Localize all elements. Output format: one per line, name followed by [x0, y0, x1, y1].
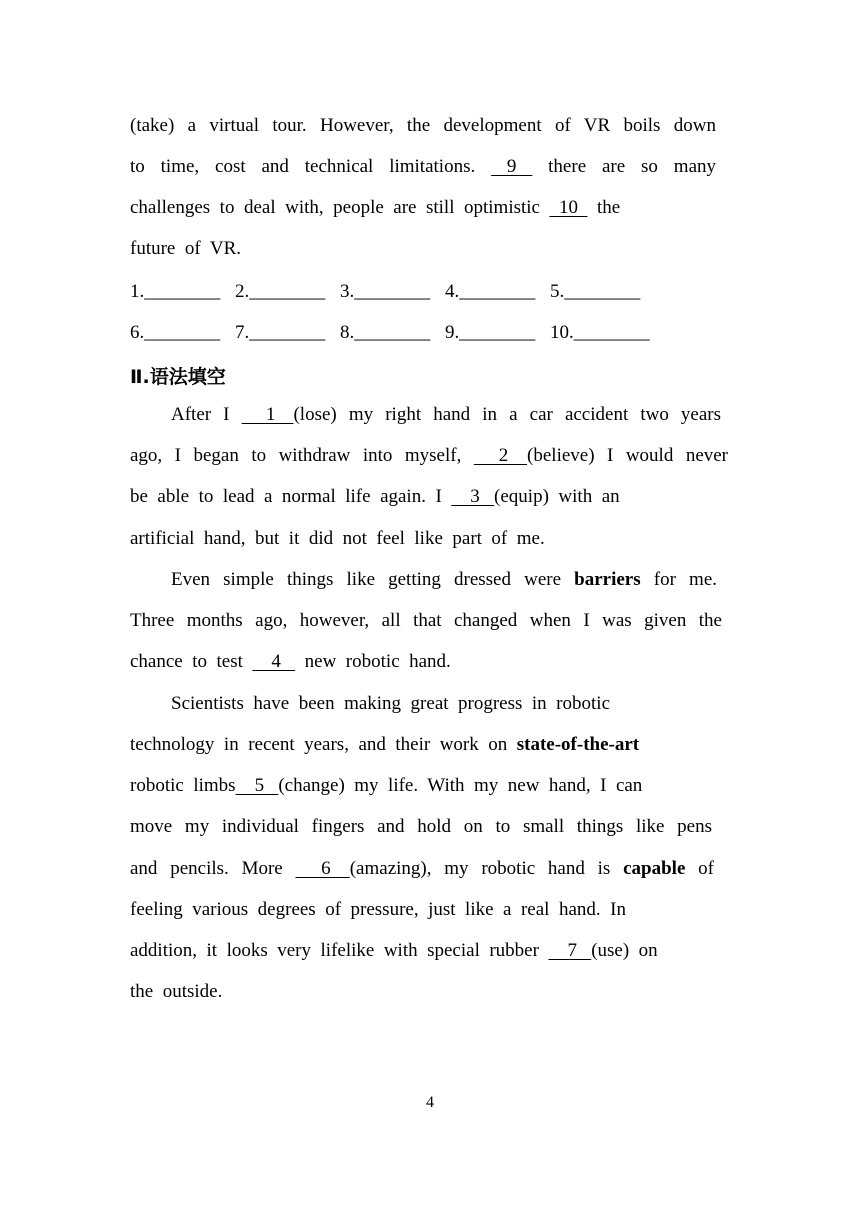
- text-line: be able to lead a normal life again. I 3 (equip) with an: [130, 486, 620, 507]
- text-line: artificial hand, but it did not feel like part of me.: [130, 528, 545, 549]
- text-line: Even simple things like getting dressed were barriers for me.: [171, 569, 717, 590]
- answer-blank[interactable]: 2.________: [235, 281, 326, 302]
- text-line: Scientists have been making great progress in robotic: [171, 693, 611, 714]
- text-line: challenges to deal with, people are still optimistic 10 the: [130, 197, 621, 218]
- text-line: to time, cost and technical limitations. 9 there are so many: [130, 156, 716, 177]
- answer-blank[interactable]: 9.________: [445, 322, 536, 343]
- text-line: future of VR.: [130, 238, 241, 259]
- blank-6: 6: [295, 858, 350, 879]
- blank-1: 1: [241, 404, 294, 425]
- text-line: and pencils. More 6 (amazing), my robotic hand is capable of: [130, 858, 714, 879]
- text-line: feeling various degrees of pressure, just like a real hand. In: [130, 899, 626, 920]
- answer-blank[interactable]: 6.________: [130, 322, 221, 343]
- answer-row-1: [130, 280, 650, 304]
- text-line: addition, it looks very lifelike with special rubber 7 (use) on: [130, 940, 658, 961]
- answer-blank[interactable]: 10.________: [550, 322, 650, 343]
- answer-blank[interactable]: 1.________: [130, 281, 221, 302]
- section-heading: Ⅱ.语法填空: [130, 366, 226, 388]
- blank-3: 3: [451, 486, 495, 507]
- answer-blank[interactable]: 3.________: [340, 281, 431, 302]
- text-line: robotic limbs 5 (change) my life. With my new hand, I can: [130, 775, 643, 796]
- answer-blank[interactable]: 8.________: [340, 322, 431, 343]
- blank-7: 7: [548, 940, 592, 961]
- text-line: the outside.: [130, 981, 223, 1002]
- answer-blank[interactable]: 5.________: [550, 281, 641, 302]
- answer-blank[interactable]: 7.________: [235, 322, 326, 343]
- page-number: 4: [426, 1094, 434, 1111]
- blank-10: 10: [549, 197, 588, 218]
- blank-5: 5: [235, 775, 279, 796]
- blank-9: 9: [491, 156, 533, 177]
- text-line: chance to test 4 new robotic hand.: [130, 651, 451, 672]
- answer-row-2: [130, 321, 660, 345]
- text-line: technology in recent years, and their work on state-of-the-art: [130, 734, 640, 755]
- text-line: Three months ago, however, all that changed when I was given the: [130, 610, 722, 631]
- answer-blank[interactable]: 4.________: [445, 281, 536, 302]
- text-line: ago, I began to withdraw into myself, 2 (believe) I would never: [130, 445, 729, 466]
- blank-2: 2: [473, 445, 528, 466]
- blank-4: 4: [252, 651, 296, 672]
- text-line: After I 1 (lose) my right hand in a car accident two years: [171, 404, 722, 425]
- text-line: move my individual fingers and hold on to small things like pens: [130, 816, 712, 837]
- text-line: (take) a virtual tour. However, the development of VR boils down: [130, 115, 716, 136]
